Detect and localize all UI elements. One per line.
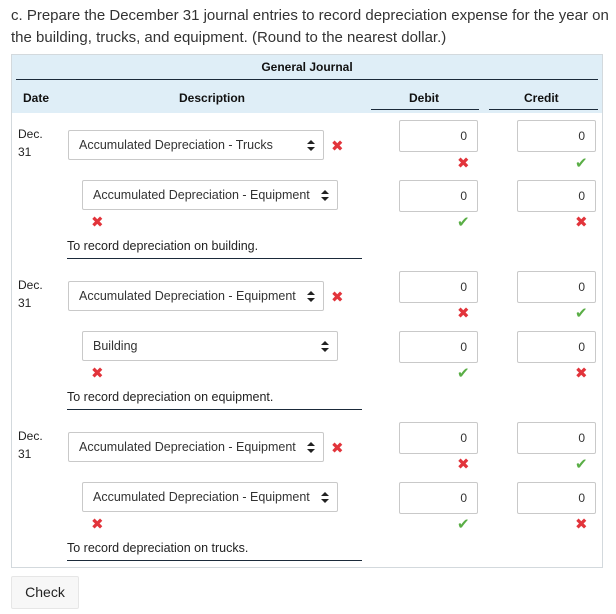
select-arrows-icon <box>321 190 329 202</box>
entry-3-line-1-account-select[interactable] <box>68 432 324 462</box>
entry-1-line-1-account-select[interactable] <box>68 130 324 160</box>
entry-1-line-2-account-value: Accumulated Depreciation - Equipment <box>93 188 310 202</box>
entry-1-line-1-debit-wrong-icon: ✖ <box>457 155 470 172</box>
entry-2-memo: To record depreciation on equipment. <box>67 390 362 410</box>
entry-3-line-2-credit-wrong-icon: ✖ <box>575 516 588 533</box>
debit-header: Debit <box>409 91 439 105</box>
entry-2-line-2-account-select[interactable] <box>82 331 338 361</box>
credit-header: Credit <box>524 91 559 105</box>
entry-2-line-1-debit-wrong-icon: ✖ <box>457 305 470 322</box>
entry-1-memo: To record depreciation on building. <box>67 239 362 259</box>
select-arrows-icon <box>307 291 315 303</box>
entry-1-line-1-debit-input[interactable]: 0 <box>399 120 478 152</box>
general-journal-panel <box>11 54 603 568</box>
entry-1-line-2-debit-correct-icon: ✔ <box>457 214 470 231</box>
select-arrows-icon <box>307 442 315 454</box>
entry-3-line-2-credit-input[interactable]: 0 <box>517 482 596 514</box>
entry-2-line-1-debit-input[interactable]: 0 <box>399 271 478 303</box>
entry-2-line-2-account-wrong-icon: ✖ <box>91 365 104 382</box>
entry-1-date-month: Dec. <box>18 127 43 141</box>
entry-1-line-1-account-wrong-icon: ✖ <box>331 138 344 155</box>
entry-1-line-2-debit-input[interactable]: 0 <box>399 180 478 212</box>
entry-2-line-1-credit-correct-icon: ✔ <box>575 305 588 322</box>
entry-1-line-2-credit-input[interactable]: 0 <box>517 180 596 212</box>
entry-1-line-1-account-value: Accumulated Depreciation - Trucks <box>79 138 273 152</box>
entry-3-line-1-credit-input[interactable]: 0 <box>517 422 596 454</box>
entry-2-line-1-account-value: Accumulated Depreciation - Equipment <box>79 289 296 303</box>
entry-2-line-2-account-value: Building <box>93 339 138 353</box>
select-arrows-icon <box>321 492 329 504</box>
entry-3-line-2-account-wrong-icon: ✖ <box>91 516 104 533</box>
entry-1-line-1-credit-input[interactable]: 0 <box>517 120 596 152</box>
entry-3-line-2-account-value: Accumulated Depreciation - Equipment <box>93 490 310 504</box>
entry-2-date-day: 31 <box>18 296 32 310</box>
entry-2-line-2-credit-wrong-icon: ✖ <box>575 365 588 382</box>
entry-1-date-day: 31 <box>18 145 32 159</box>
entry-2-line-2-debit-correct-icon: ✔ <box>457 365 470 382</box>
entry-1-line-2-account-wrong-icon: ✖ <box>91 214 104 231</box>
entry-3-line-1-debit-wrong-icon: ✖ <box>457 456 470 473</box>
entry-3-date-month: Dec. <box>18 429 43 443</box>
entry-2-date-month: Dec. <box>18 278 43 292</box>
journal-title: General Journal <box>261 60 353 74</box>
journal-header <box>12 55 602 113</box>
entry-3-line-2-debit-correct-icon: ✔ <box>457 516 470 533</box>
entry-3-date-day: 31 <box>18 447 32 461</box>
entry-2-line-1-credit-input[interactable]: 0 <box>517 271 596 303</box>
entry-2-line-2-credit-input[interactable]: 0 <box>517 331 596 363</box>
entry-1-line-2-account-select[interactable] <box>82 180 338 210</box>
entry-3-line-1-credit-correct-icon: ✔ <box>575 456 588 473</box>
entry-3-line-1-debit-input[interactable]: 0 <box>399 422 478 454</box>
entry-3-line-2-debit-input[interactable]: 0 <box>399 482 478 514</box>
entry-1-line-2-credit-wrong-icon: ✖ <box>575 214 588 231</box>
debit-rule <box>371 109 479 110</box>
entry-3-line-1-account-value: Accumulated Depreciation - Equipment <box>79 440 296 454</box>
question-text: c. Prepare the December 31 journal entries to record depreciation expense for the year on the building, trucks, and equipment. (Round to the nearest dollar.) <box>11 7 609 46</box>
check-button[interactable]: Check <box>11 576 79 609</box>
select-arrows-icon <box>321 341 329 353</box>
credit-rule <box>489 109 598 110</box>
entry-2-line-1-account-select[interactable] <box>68 281 324 311</box>
entry-3-memo: To record depreciation on trucks. <box>67 541 362 561</box>
entry-3-line-2-account-select[interactable] <box>82 482 338 512</box>
select-arrows-icon <box>307 140 315 152</box>
entry-2-line-2-debit-input[interactable]: 0 <box>399 331 478 363</box>
title-rule <box>16 79 598 80</box>
entry-1-line-1-credit-correct-icon: ✔ <box>575 155 588 172</box>
date-header: Date <box>23 91 50 105</box>
entry-3-line-1-account-wrong-icon: ✖ <box>331 440 344 457</box>
description-header: Description <box>179 91 246 105</box>
entry-2-line-1-account-wrong-icon: ✖ <box>331 289 344 306</box>
